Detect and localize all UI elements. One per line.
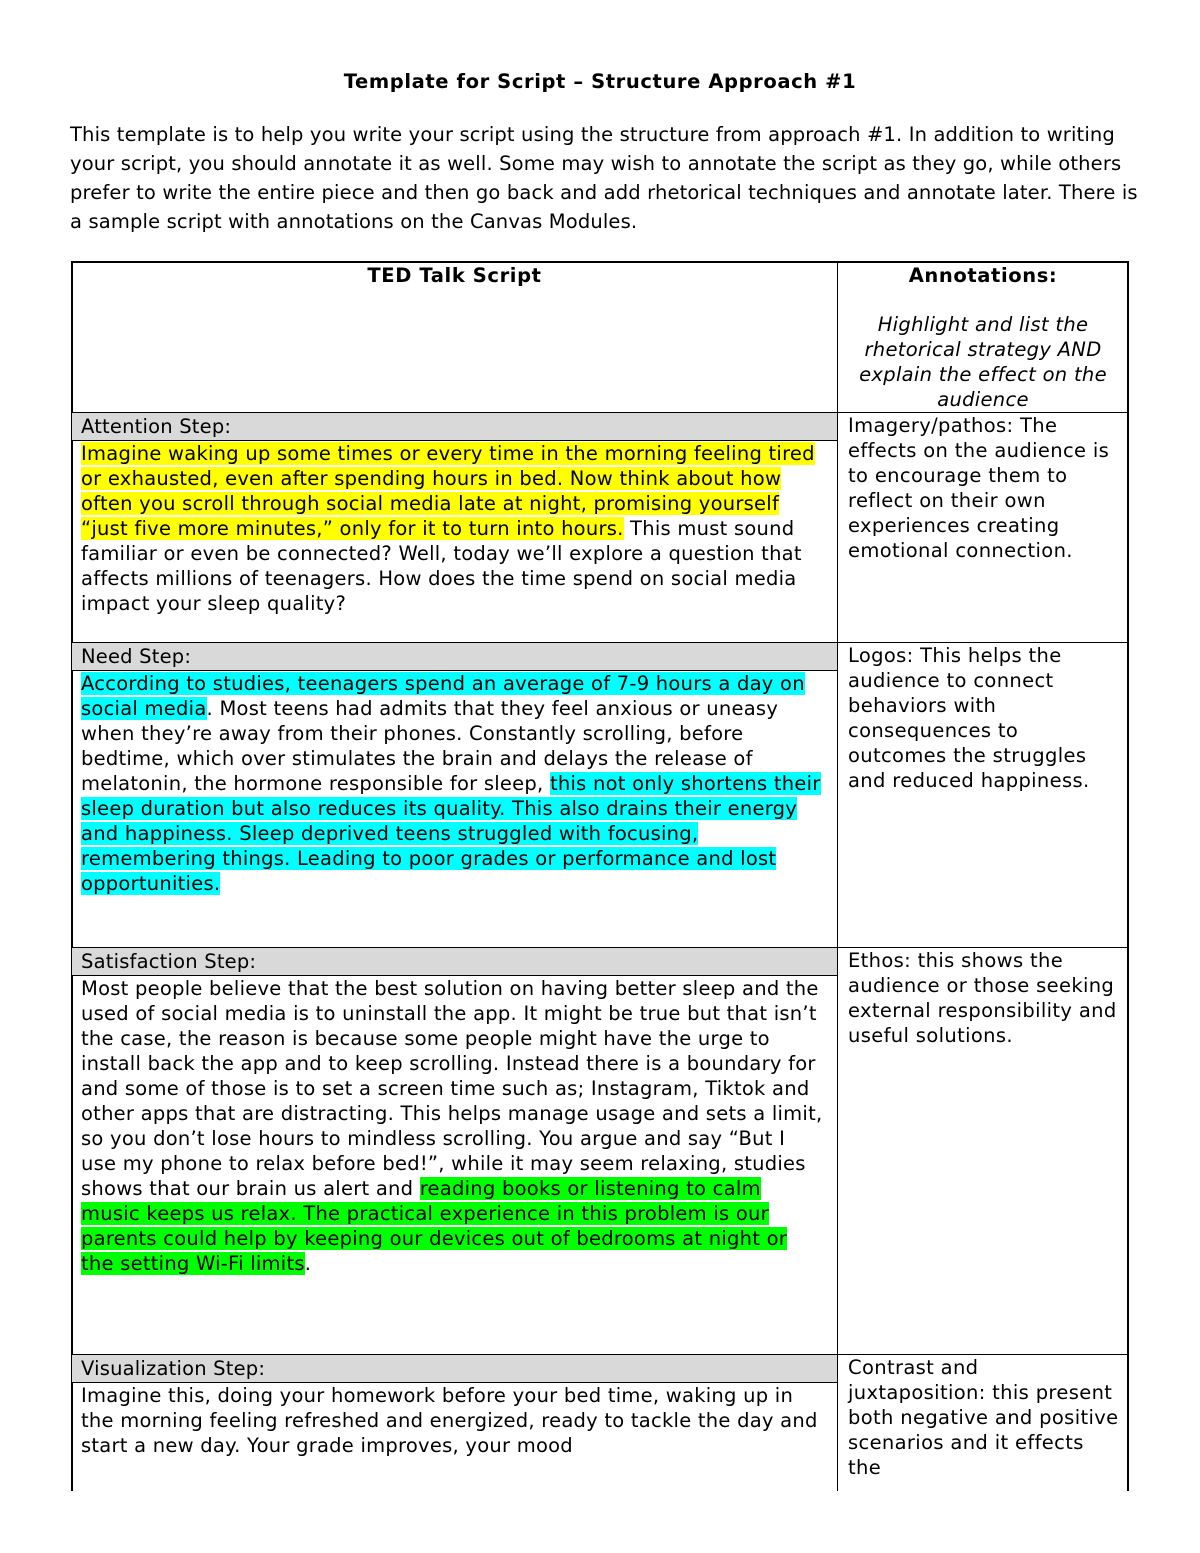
need-step-text: [81, 671, 826, 896]
highlight-green: reading books or listening to calm music keeps us relax. The practical experience in this problem is our parents could help by keeping our devices out of bedrooms at night or the setting Wi-Fi limits: [81, 1177, 788, 1275]
attention-step-text: [81, 441, 826, 616]
annotation-instructions: Highlight and list the rhetorical strategy AND explain the effect on the audience: [859, 313, 1107, 411]
highlight-cyan: According to studies, teenagers spend an average of 7-9 hours a day on social media: [81, 672, 805, 720]
column-divider: [837, 261, 838, 1491]
satisfaction-plain: Most people believe that the best solution on having better sleep and the used of social media is to uninstall the app. It might be true but that isn’t the case, the reason is because some people might have the urge to install back the app and to keep scrolling. Instead there is a boundary for and some of those is to set a screen time such as; Instagram, Tiktok and other apps that are distracting. This helps manage usage and sets a limit, so you don’t lose hours to mindless scrolling. You argue and say “But I use my phone to relax before bed!”, while it may seem relaxing, studies shows that our brain us alert and: [81, 977, 823, 1200]
script-column-header: TED Talk Script: [367, 264, 542, 287]
attention-step-label: Attention Step:: [72, 413, 837, 441]
satisfaction-annotation: Ethos: this shows the audience or those seeking external responsibility and useful solutions.: [848, 949, 1117, 1047]
visualization-annotation: Contrast and juxtaposition: this present both negative and positive scenarios and it effects the: [848, 1356, 1119, 1479]
highlight-cyan: this not only shortens their sleep duration but also reduces its quality. This also drains their energy and happiness. Sleep deprived teens struggled with focusing, remembering things. Leading to poor grades or performance and lost opportunities.: [81, 772, 821, 895]
visualization-step-text: Imagine this, doing your homework before your bed time, waking up in the morning feeling refreshed and energized, ready to tackle the day and start a new day. Your grade improves, your mood: [81, 1384, 818, 1457]
satisfaction-step-label: Satisfaction Step:: [72, 948, 837, 976]
page-title: Template for Script – Structure Approach #1: [343, 70, 857, 93]
need-middle: . Most teens had admits that they feel anxious or uneasy when they’re away from their phones. Constantly scrolling, before bedtime, which over stimulates the brain and delays the release of melatonin, the hormone responsible for sleep,: [81, 697, 779, 795]
need-step-label: Need Step:: [72, 643, 837, 671]
attention-annotation: Imagery/pathos: The effects on the audience is to encourage them to reflect on their own experiences creating emotional connection.: [848, 414, 1110, 562]
visualization-step-label: Visualization Step:: [72, 1355, 837, 1383]
satisfaction-end: .: [304, 1252, 312, 1275]
attention-rest: This must sound familiar or even be connected? Well, today we’ll explore a question that affects millions of teenagers. How does the time spend on social media impact your sleep quality?: [81, 517, 802, 615]
annotations-column-header: Annotations:: [908, 264, 1058, 287]
highlight-yellow: Imagine waking up some times or every time in the morning feeling tired or exhausted, even after spending hours in bed. Now think about how often you scroll through social media late at night, promising yourself “just five more minutes,” only for it to turn into hours.: [81, 442, 815, 540]
intro-paragraph: This template is to help you write your script using the structure from approach #1. In addition to writing your script, you should annotate it as well. Some may wish to annotate the script as they go, while others prefer to write the entire piece and then go back and add rhetorical techniques and annotate later. There is a sample script with annotations on the Canvas Modules.: [70, 123, 1138, 233]
need-annotation: Logos: This helps the audience to connect behaviors with consequences to outcomes the struggles and reduced happiness.: [848, 644, 1090, 792]
satisfaction-step-text: [81, 976, 826, 1276]
